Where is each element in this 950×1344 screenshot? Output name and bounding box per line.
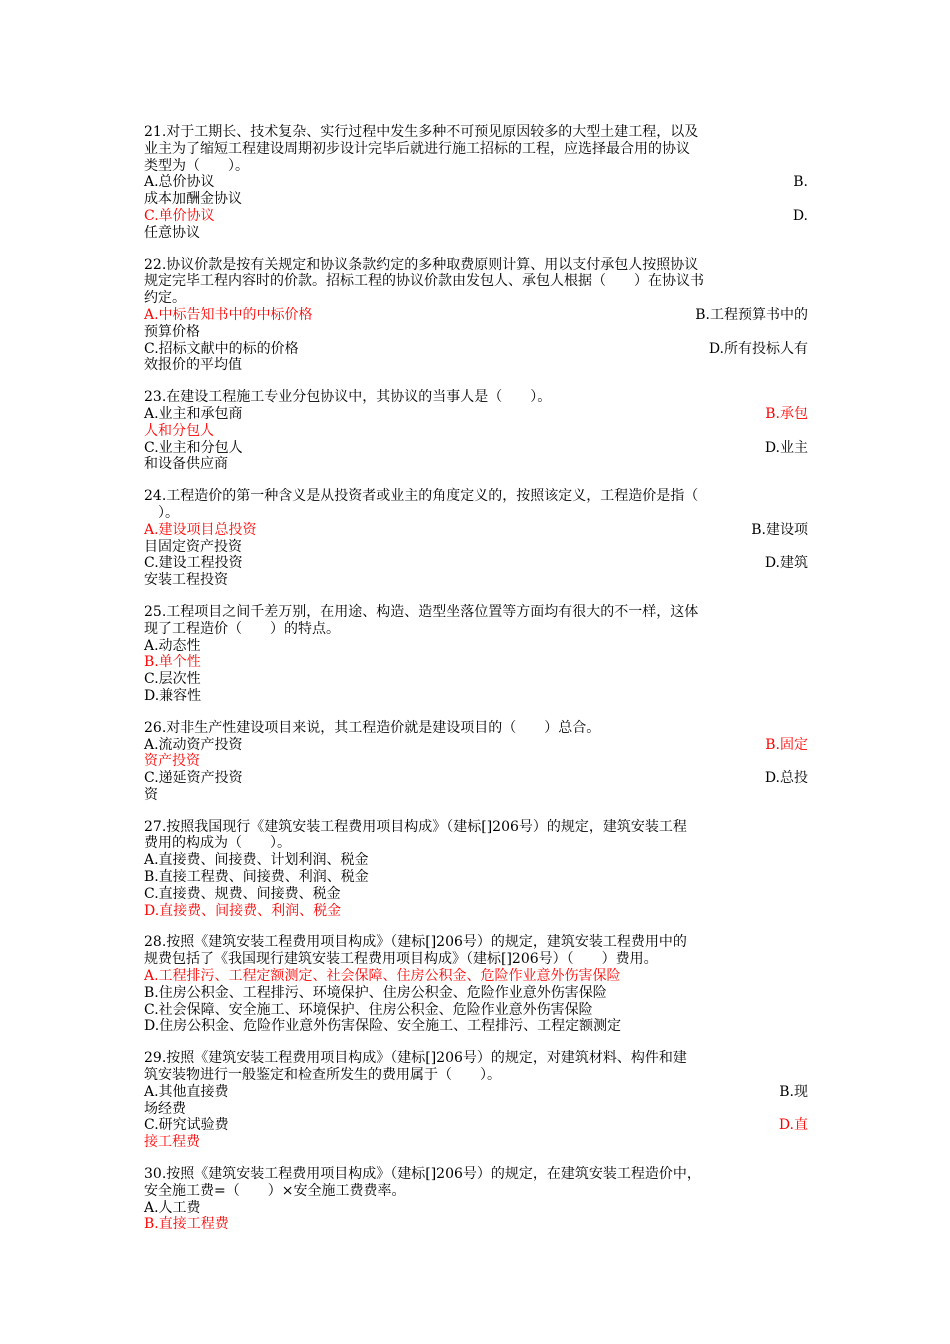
- option-row: [144, 688, 808, 705]
- option-b: B.: [793, 174, 808, 191]
- option-row: [144, 191, 808, 208]
- option-d-continued: 资: [144, 786, 158, 803]
- question-stem-line: 30.按照《建筑安装工程费用项目构成》（建标[]206号）的规定，在建筑安装工程造价中，: [144, 1166, 701, 1183]
- option-d-continued: 和设备供应商: [144, 456, 228, 473]
- option-c: C.层次性: [144, 671, 201, 688]
- option-row: [144, 1002, 808, 1019]
- option-a: A.其他直接费: [144, 1083, 229, 1100]
- option-row: [144, 1200, 808, 1217]
- option-row: [144, 1018, 808, 1035]
- option-row: [144, 753, 808, 770]
- option-row: [144, 671, 808, 688]
- question-24: [144, 488, 808, 589]
- option-b-answer: B.直接工程费: [144, 1216, 229, 1233]
- option-a: A.流动资产投资: [144, 736, 243, 753]
- question-stem-line: 26.对非生产性建设项目来说，其工程造价就是建设项目的（ ）总合。: [144, 719, 601, 736]
- option-a-answer: A.建设项目总投资: [144, 521, 257, 538]
- option-row: [144, 1101, 808, 1118]
- option-d-continued: 安装工程投资: [144, 572, 228, 589]
- option-row: [144, 968, 808, 985]
- question-stem-line: 安全施工费=（ ）×安全施工费费率。: [144, 1182, 406, 1199]
- option-row: [144, 406, 808, 423]
- option-a-answer: A.中标告知书中的中标价格: [144, 306, 313, 323]
- option-c: C.招标文献中的标的价格: [144, 340, 299, 357]
- option-d: D.所有投标人有: [708, 340, 808, 357]
- question-stem-line: 现了工程造价（ ）的特点。: [144, 620, 340, 637]
- option-row: [144, 852, 808, 869]
- option-row: [144, 638, 808, 655]
- option-c: C.社会保障、安全施工、环境保护、住房公积金、危险作业意外伤害保险: [144, 1001, 593, 1018]
- option-d-answer-continued: 接工程费: [144, 1134, 200, 1151]
- option-b-answer: B.单个性: [144, 654, 201, 671]
- option-row: [144, 572, 808, 589]
- option-row: [144, 869, 808, 886]
- option-row: [144, 456, 808, 473]
- option-row: [144, 787, 808, 804]
- option-d: D.业主: [764, 439, 808, 456]
- option-b: B.直接工程费、间接费、利润、税金: [144, 869, 369, 886]
- option-row: [144, 423, 808, 440]
- question-stem-line: 24.工程造价的第一种含义是从投资者或业主的角度定义的，按照该定义，工程造价是指（: [144, 488, 699, 505]
- question-stem-line: 27.按照我国现行《建筑安装工程费用项目构成》（建标[]206号）的规定，建筑安装工程: [144, 818, 687, 835]
- option-row: [144, 1117, 808, 1134]
- option-a: A.人工费: [144, 1199, 201, 1216]
- option-row: [144, 522, 808, 539]
- option-row: [144, 770, 808, 787]
- option-c: C.直接费、规费、间接费、税金: [144, 885, 341, 902]
- option-row: [144, 174, 808, 191]
- question-stem-line: 筑安装物进行一般鉴定和检查所发生的费用属于（ ）。: [144, 1067, 501, 1084]
- question-stem-line: 规费包括了《我国现行建筑安装工程费用项目构成》（建标[]206号）（ ）费用。: [144, 951, 658, 968]
- question-25: [144, 604, 808, 705]
- option-row: [144, 737, 808, 754]
- question-stem-line: 25.工程项目之间千差万别，在用途、构造、造型坐落位置等方面均有很大的不一样，这体: [144, 603, 699, 620]
- option-c-answer: C.单价协议: [144, 207, 215, 224]
- option-d: D.建筑: [764, 555, 808, 572]
- question-stem-line: 21.对于工期长、技术复杂、实行过程中发生多种不可预见原因较多的大型土建工程，以及: [144, 124, 699, 140]
- option-d-answer: D.直: [778, 1117, 808, 1134]
- option-c: C.业主和分包人: [144, 439, 243, 456]
- option-b-answer: B.固定: [765, 736, 808, 753]
- option-d: D.总投: [764, 770, 808, 787]
- question-stem-line: ）。: [144, 504, 179, 521]
- question-stem-line: 费用的构成为（ ）。: [144, 835, 291, 852]
- option-b: B.工程预算书中的: [695, 306, 808, 323]
- option-a-answer: A.工程排污、工程定额测定、社会保障、住房公积金、危险作业意外伤害保险: [144, 968, 621, 985]
- option-d: D.住房公积金、危险作业意外伤害保险、安全施工、工程排污、工程定额测定: [144, 1018, 622, 1035]
- question-stem-line: 22.协议价款是按有关规定和协议条款约定的多种取费原则计算、用以支付承包人按照协议: [144, 256, 699, 273]
- option-b-continued: 目固定资产投资: [144, 538, 242, 555]
- option-b: B.建设项: [751, 521, 808, 538]
- question-stem-line: 规定完毕工程内容时的价款。招标工程的协议价款由发包人、承包人根据（ ）在协议书: [144, 273, 704, 290]
- option-row: [144, 903, 808, 920]
- option-row: [144, 1084, 808, 1101]
- option-c: C.研究试验费: [144, 1117, 229, 1134]
- question-26: [144, 720, 808, 804]
- option-a: A.动态性: [144, 637, 201, 654]
- option-row: [144, 341, 808, 358]
- option-row: [144, 654, 808, 671]
- option-b-continued: 预算价格: [144, 323, 200, 340]
- option-a: A.业主和承包商: [144, 405, 243, 422]
- option-row: [144, 225, 808, 242]
- option-a: A.直接费、间接费、计划利润、税金: [144, 852, 369, 869]
- question-stem-line: 约定。: [144, 290, 186, 307]
- option-b-answer: B.承包: [765, 405, 808, 422]
- option-row: [144, 886, 808, 903]
- question-stem-line: 类型为（ ）。: [144, 157, 249, 174]
- question-29: [144, 1050, 808, 1151]
- option-b-answer-continued: 资产投资: [144, 753, 200, 770]
- question-stem-line: 23.在建设工程施工专业分包协议中，其协议的当事人是（ ）。: [144, 389, 552, 406]
- option-row: [144, 324, 808, 341]
- option-b-continued: 场经费: [144, 1100, 186, 1117]
- option-d-answer: D.直接费、间接费、利润、税金: [144, 902, 342, 919]
- question-list: [144, 124, 808, 1248]
- option-c: C.建设工程投资: [144, 555, 243, 572]
- option-b-answer-continued: 人和分包人: [144, 422, 214, 439]
- option-row: [144, 539, 808, 556]
- question-21: [144, 124, 808, 242]
- question-27: [144, 819, 808, 920]
- option-b: B.现: [779, 1083, 808, 1100]
- option-row: [144, 357, 808, 374]
- option-row: [144, 985, 808, 1002]
- option-d-continued: 任意协议: [144, 224, 200, 241]
- option-b: B.住房公积金、工程排污、环境保护、住房公积金、危险作业意外伤害保险: [144, 984, 607, 1001]
- question-23: [144, 389, 808, 473]
- question-30: [144, 1166, 808, 1233]
- option-row: [144, 555, 808, 572]
- option-row: [144, 1134, 808, 1151]
- question-stem-line: 28.按照《建筑安装工程费用项目构成》（建标[]206号）的规定，建筑安装工程费用中的: [144, 934, 687, 951]
- option-c: C.递延资产投资: [144, 770, 243, 787]
- question-22: [144, 257, 808, 375]
- option-row: [144, 1216, 808, 1233]
- option-row: [144, 307, 808, 324]
- option-row: [144, 208, 808, 225]
- question-stem-line: 业主为了缩短工程建设周期初步设计完毕后就进行施工招标的工程，应选择最合用的协议: [144, 140, 690, 157]
- option-a: A.总价协议: [144, 174, 215, 191]
- option-d-continued: 效报价的平均值: [144, 357, 242, 374]
- option-b-continued: 成本加酬金协议: [144, 191, 242, 208]
- question-stem-line: 29.按照《建筑安装工程费用项目构成》（建标[]206号）的规定，对建筑材料、构件和建: [144, 1050, 687, 1067]
- option-d: D.兼容性: [144, 687, 202, 704]
- question-28: [144, 934, 808, 1035]
- option-row: [144, 440, 808, 457]
- option-d: D.: [792, 207, 808, 224]
